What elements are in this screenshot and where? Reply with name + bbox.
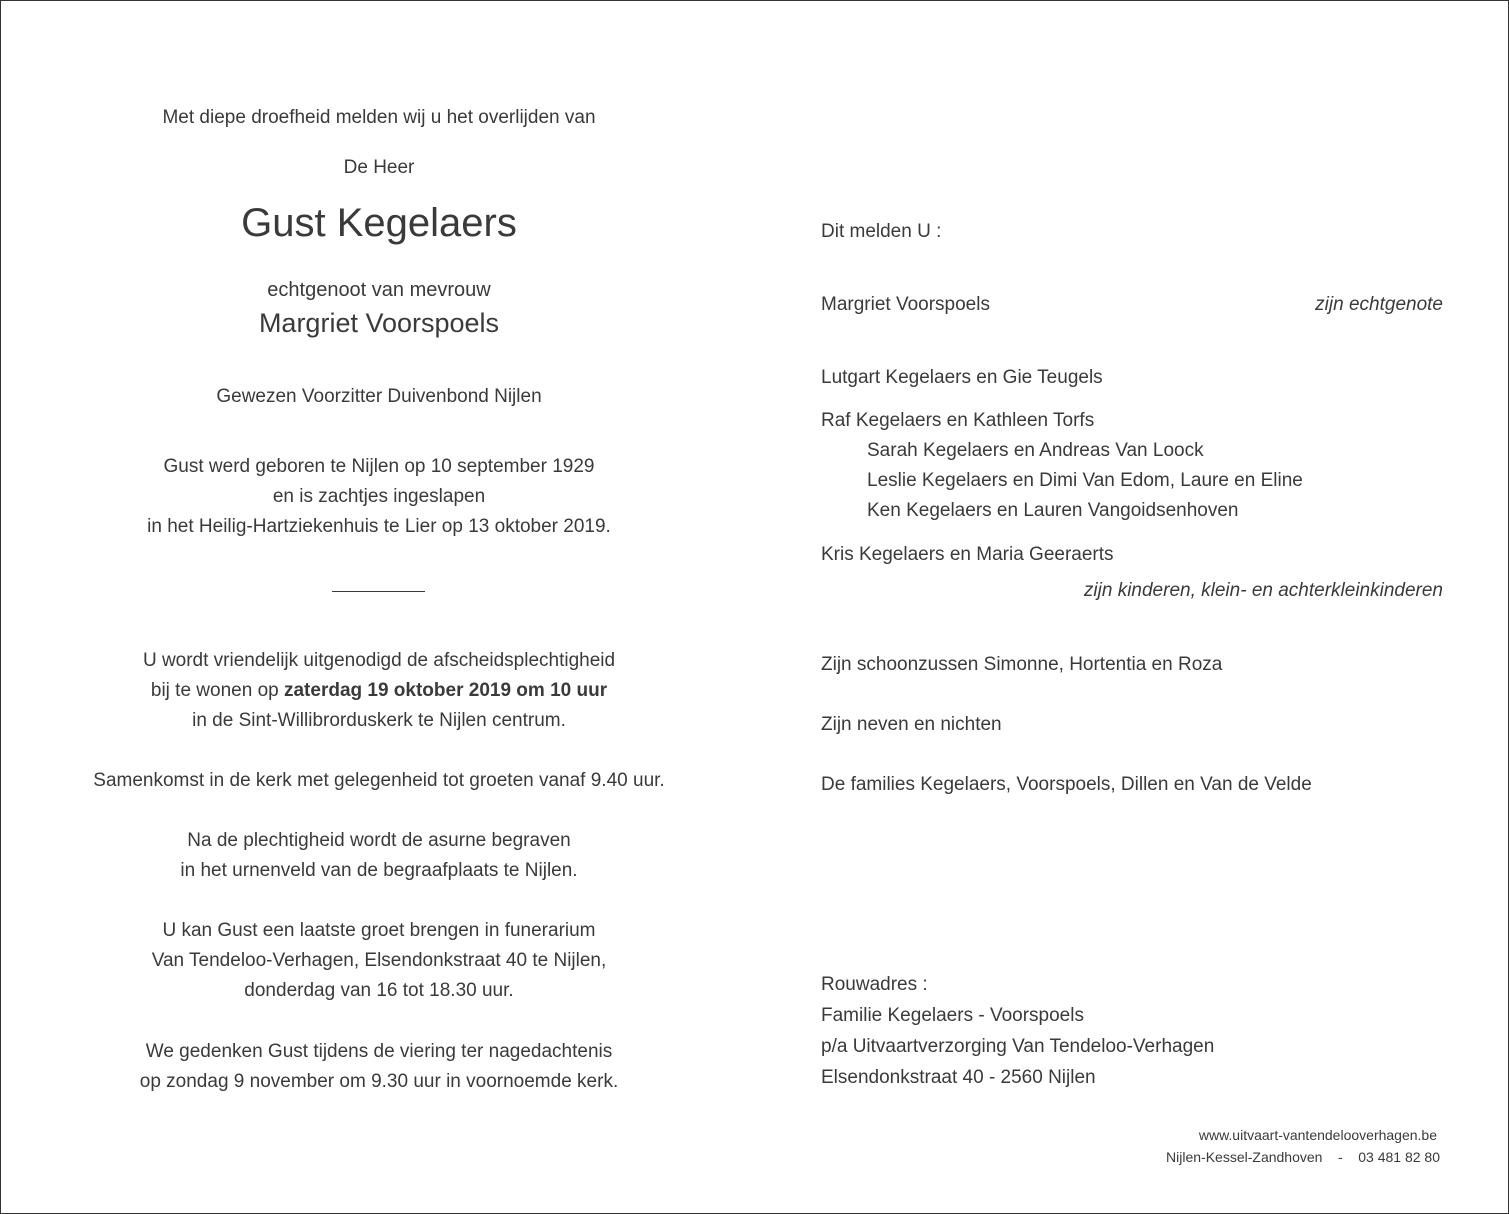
divider-line [332,591,425,592]
family-grandchild: Ken Kegelaers en Lauren Vangoidsenhoven [867,500,1239,521]
family-spouse: Margriet Voorspoels [821,294,990,315]
website-text: www.uitvaart-vantendelooverhagen.be [1198,1127,1437,1143]
spouse-name: Margriet Voorspoels [258,308,500,338]
children-relation: zijn kinderen, klein- en achterkleinkinderen [1083,580,1443,601]
locations-text: Nijlen-Kessel-Zandhoven [1166,1149,1323,1165]
gathering-text: Samenkomst in de kerk met gelegenheid tot groeten vanaf 9.40 uur. [93,770,665,791]
spouse-relation: zijn echtgenote [1315,294,1443,315]
memorial-line: We gedenken Gust tijdens de viering ter nagedachtenis [145,1041,613,1062]
honorific: De Heer [343,157,415,178]
announcers-header: Dit melden U : [821,221,942,242]
families: De families Kegelaers, Voorspoels, Dillen en Van de Velde [821,774,1312,795]
family-grandchild: Sarah Kegelaers en Andreas Van Loock [867,440,1204,461]
phone-text: 03 481 82 80 [1358,1149,1440,1165]
invite-line: in de Sint-Willibrorduskerk te Nijlen centrum. [192,710,566,731]
cousins: Zijn neven en nichten [821,714,1002,735]
invite-line [79,681,679,700]
sisters-in-law: Zijn schoonzussen Simonne, Hortentia en Roza [821,654,1223,675]
spouse-label: echtgenoot van mevrouw [267,279,491,301]
invite-line: U wordt vriendelijk uitgenodigd de afscheidsplechtigheid [142,650,616,671]
burial-line: Na de plechtigheid wordt de asurne begraven [187,830,571,851]
family-child: Raf Kegelaers en Kathleen Torfs [821,410,1095,431]
family-grandchild: Leslie Kegelaers en Dimi Van Edom, Laure en Eline [867,470,1303,491]
visit-line: donderdag van 16 tot 18.30 uur. [244,980,514,1001]
birth-line: in het Heilig-Hartziekenhuis te Lier op 13 oktober 2019. [147,516,611,537]
separator: - [1338,1149,1343,1165]
visit-line: U kan Gust een laatste groet brengen in funerarium [162,920,596,941]
family-child: Lutgart Kegelaers en Gie Teugels [821,367,1103,388]
address-line: Elsendonkstraat 40 - 2560 Nijlen [821,1067,1096,1088]
ceremony-date: zaterdag 19 oktober 2019 om 10 uur [283,680,608,701]
role-text: Gewezen Voorzitter Duivenbond Nijlen [216,386,542,407]
invite-prefix: bij te wonen op [150,680,284,701]
intro-text: Met diepe droefheid melden wij u het overlijden van [162,107,596,128]
birth-line: Gust werd geboren te Nijlen op 10 september 1929 [163,456,595,477]
contact-line [1166,1150,1440,1164]
address-line: p/a Uitvaartverzorging Van Tendeloo-Verhagen [821,1036,1215,1057]
visit-line: Van Tendeloo-Verhagen, Elsendonkstraat 40 te Nijlen, [151,950,607,971]
burial-line: in het urnenveld van de begraafplaats te Nijlen. [180,860,578,881]
memorial-line: op zondag 9 november om 9.30 uur in voornoemde kerk. [139,1071,619,1092]
deceased-name: Gust Kegelaers [241,201,517,245]
address-label: Rouwadres : [821,974,928,995]
family-child: Kris Kegelaers en Maria Geeraerts [821,544,1114,565]
birth-line: en is zachtjes ingeslapen [272,486,486,507]
address-line: Familie Kegelaers - Voorspoels [821,1005,1084,1026]
